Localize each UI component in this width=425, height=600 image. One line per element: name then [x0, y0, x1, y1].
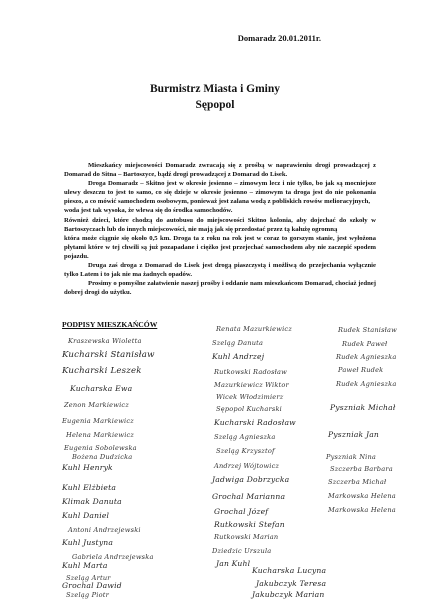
signatures-heading: PODPISY MIESZKAŃCÓW	[62, 320, 158, 329]
signature: Gabriela Andrzejewska	[72, 553, 154, 561]
body-paragraph: woda jest tak wysoka, że wlewa się do środka samochodów.	[64, 207, 233, 215]
addressee-line-2: Sępopol	[195, 98, 235, 111]
signature: Kuhl Henryk	[62, 463, 113, 472]
signature: Markowska Helena	[328, 506, 396, 514]
addressee-line-1: Burmistrz Miasta i Gminy	[150, 83, 280, 95]
signature: Sępopol Kucharski	[216, 405, 282, 413]
signature: Bożena Dudzicka	[72, 453, 133, 461]
signature: Pyszniak Michał	[330, 403, 396, 412]
signature: Kucharski Stanisław	[62, 350, 155, 360]
signature: Eugenia Sobolewska	[64, 444, 137, 452]
signature: Dziedzic Urszula	[212, 547, 272, 555]
body-paragraph: Droga Domaradz – Skitno jest w okresie jesienno – zimowym lecz i nie tylko, bo jak są mocniejsze ulewy deszczu to jest to samo, co się dzieje w okresie jesienno – zimowym ta droga jest do nie pokonania pieszo, a co mówić samochodem osobowym, ponieważ jest zalana wodą z pobliskich rowów melioracyjnych,	[64, 180, 376, 206]
body-paragraph: która może ciągnie się około 0,5 km. Droga ta z roku na rok jest w coraz to gorszym stanie, jest wyłożona płytami które w tej chwili są już pozapadane i ciężko jest przejechać samochodem aby nie zaczepić spodem pojazdu.	[64, 234, 376, 260]
signature: Szeląg Agnieszka	[214, 433, 276, 441]
signature: Paweł Rudek	[338, 366, 384, 374]
signature: Grochal Dawid	[62, 581, 122, 590]
signature: Eugenia Markiewicz	[62, 417, 134, 425]
signature: Szczerba Barbara	[330, 465, 393, 473]
body-paragraph: Prosimy o pomyślne załatwienie naszej prośby i oddanie nam mieszkańcom Domarad, chociaż jednej dobrej drogi do użytku.	[64, 280, 376, 297]
signature: Kucharski Radosław	[214, 418, 296, 427]
signature: Jan Kuhl	[216, 559, 251, 568]
signature: Rudek Agnieszka	[336, 380, 397, 388]
signature: Rudek Paweł	[342, 340, 388, 348]
signature: Grochal Marianna	[212, 492, 286, 501]
signature: Kucharska Lucyna	[252, 566, 327, 575]
signature: Renata Mazurkiewicz	[216, 325, 293, 333]
signature: Helena Markiewicz	[66, 431, 135, 439]
signature: Rudek Stanisław	[338, 326, 397, 334]
signature: Szeląg Danuta	[212, 339, 264, 347]
signature: Rutkowski Marian	[214, 533, 279, 541]
signature: Szeląg Piotr	[66, 591, 109, 599]
body-paragraph: Druga zaś droga z Domarad do Lisek jest drogą piaszczystą i możliwą do przejechania wyłącznie tylko Latem i to jak nie ma żadnych opadów.	[64, 262, 376, 279]
signature: Kuhl Justyna	[62, 538, 114, 547]
signature: Kuhl Andrzej	[212, 352, 265, 361]
signature: Szczerba Michał	[328, 478, 387, 486]
letter-date: Domaradz 20.01.2011r.	[237, 33, 321, 43]
signature: Rutkowski Stefan	[214, 520, 285, 529]
body-paragraph: Mieszkańcy miejscowości Domaradz zwracają się z prośbą w naprawieniu drogi prowadzącej z Domarad do Sitna – Bartoszyce, bądź drogi prowadzącej z Domarad do Lisek.	[64, 162, 376, 179]
signature: Szeląg Artur	[66, 574, 111, 582]
signature: Rutkowski Radosław	[214, 368, 287, 376]
letter-body	[64, 161, 376, 297]
signature: Szeląg Krzysztof	[216, 447, 275, 455]
signature: Klimak Danuta	[62, 497, 122, 506]
signature: Kuhl Daniel	[62, 511, 110, 520]
signature: Markowska Helena	[328, 492, 396, 500]
signature: Kraszewska Wioletta	[68, 337, 142, 345]
signature: Pyszniak Jan	[328, 430, 380, 439]
signature: Jakubczyk Teresa	[256, 579, 327, 588]
signature: Zenon Markiewicz	[64, 401, 130, 409]
signature: Wicek Włodzimierz	[216, 393, 284, 401]
signature: Jakubczyk Marian	[252, 590, 325, 599]
signature: Kuhl Marta	[62, 561, 108, 570]
signature: Andrzej Wójtowicz	[214, 462, 280, 470]
signature: Mazurkiewicz Wiktor	[214, 381, 289, 389]
addressee	[130, 82, 300, 113]
signature: Antoni Andrzejewski	[68, 526, 141, 534]
signature: Jadwiga Dobrzycka	[212, 475, 290, 484]
signature: Kucharski Leszek	[62, 366, 142, 376]
signature: Pyszniak Nina	[326, 453, 377, 461]
signature: Kuhl Elżbieta	[62, 483, 117, 492]
signature: Rudek Agnieszka	[336, 353, 397, 361]
body-paragraph: Również dzieci, które chodzą do autobusu do miejscowości Skitno kolonia, aby dojechać do szkoły w Bartoszyczach lub do innych miejscowości, nie mają jak się przedostać przez tą kałużę ogromną	[64, 216, 376, 233]
signature: Kucharska Ewa	[70, 384, 133, 393]
signature: Grochal Józef	[214, 507, 269, 516]
